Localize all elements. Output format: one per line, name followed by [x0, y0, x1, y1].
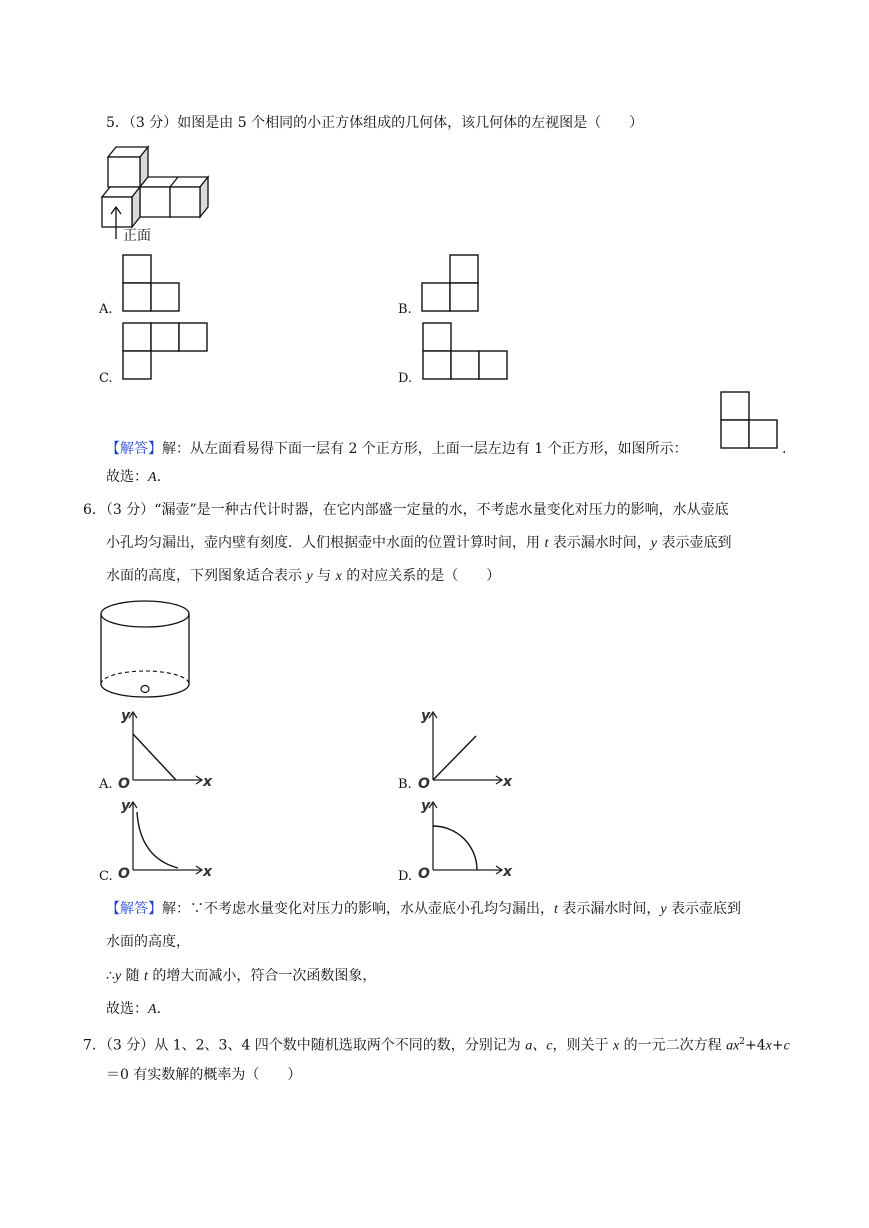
q6-choose-letter: A	[148, 1002, 157, 1017]
q5-choose-letter: A	[148, 470, 157, 485]
q5-option-c-figure	[122, 322, 210, 382]
q6-choose-prefix: 故选：	[106, 1001, 148, 1017]
q6-line2-b: 表示漏水时间，	[548, 535, 651, 551]
q6-stem-line1	[83, 500, 729, 520]
q6-b-axis-x: x	[503, 774, 513, 790]
q5-choose-end: .	[156, 469, 162, 485]
q7-line1-b: ，则关于	[552, 1037, 613, 1054]
q5-answer-figure	[720, 391, 780, 451]
q6-d-origin: O	[418, 866, 430, 882]
q6-c-axis-y: y	[121, 798, 131, 814]
q6-ans1-b: 表示漏水时间，	[557, 901, 661, 917]
q6-answer-tag: 【解答】	[106, 901, 162, 917]
q5-stem-line	[106, 113, 643, 133]
q7-line1-c: 的一元二次方程	[619, 1037, 727, 1054]
q6-c-origin: O	[118, 866, 130, 882]
q6-option-c-label[interactable]: C.	[99, 869, 113, 884]
q6-answer-line2: 水面的高度，	[106, 934, 190, 950]
q6-ans1-y: y	[660, 902, 667, 917]
q6-answer-line1	[106, 899, 741, 920]
q6-d-axis-x: x	[503, 864, 513, 880]
q6-answer-line3	[106, 966, 376, 987]
q5-number: 5．	[106, 115, 129, 131]
q5-option-d-label[interactable]: D.	[398, 371, 413, 386]
q6-d-axis-y: y	[421, 798, 431, 814]
q6-option-b-label[interactable]: B.	[398, 777, 412, 792]
q7-stem-line1	[83, 1032, 790, 1057]
q6-ans3-t: t	[144, 969, 148, 984]
q7-eq-c: +	[771, 1037, 784, 1054]
q7-eq-x: x	[765, 1038, 772, 1054]
q6-ans3-c: 的增大而减小，符合一次函数图象，	[147, 968, 377, 984]
q5-answer-text: 解：从左面看易得下面一层有 2 个正方形，上面一层左边有 1 个正方形，如图所示：	[162, 441, 688, 457]
q5-answer-tag: 【解答】	[106, 441, 162, 457]
q6-b-origin: O	[418, 776, 430, 792]
q7-number: 7．	[83, 1037, 106, 1054]
q6-line3-a: 水面的高度，下列图象适合表示	[106, 568, 307, 584]
q6-cylinder-figure	[98, 598, 194, 702]
q7-score: （3 分）	[105, 1037, 155, 1054]
q6-option-d-label[interactable]: D.	[398, 869, 413, 884]
q6-number: 6．	[83, 502, 106, 518]
q6-option-a-graph	[118, 708, 213, 790]
q7-line1-x: x	[612, 1038, 620, 1054]
q6-a-axis-y: y	[121, 708, 131, 724]
q5-answer-end: .	[782, 441, 787, 457]
q5-option-d-figure	[422, 322, 512, 382]
q6-choose-end: .	[156, 1001, 162, 1017]
q6-line3-c: 的对应关系的是（ ）	[341, 568, 501, 584]
q7-stem-line2: ＝0 有实数解的概率为（ ）	[106, 1067, 302, 1083]
q6-stem-line3	[106, 566, 500, 587]
q6-option-d-graph	[418, 798, 513, 880]
q6-option-c-graph	[118, 798, 213, 880]
q6-line3-x: x	[335, 569, 342, 584]
q7-line1-ac: a、c	[525, 1038, 553, 1054]
q6-a-axis-x: x	[203, 774, 213, 790]
q6-line2-y: y	[650, 536, 658, 551]
q5-option-c-label[interactable]: C.	[99, 371, 113, 386]
q6-option-b-graph	[418, 708, 513, 790]
q7-eq-a: ax	[726, 1038, 740, 1054]
q6-ans3-y: y	[114, 969, 122, 984]
q6-score: （3 分）	[105, 502, 155, 518]
q7-eq-cc: c	[783, 1038, 790, 1054]
q5-option-a-figure	[122, 254, 182, 314]
q5-option-a-label[interactable]: A.	[99, 302, 113, 317]
q6-line3-y: y	[306, 569, 313, 584]
q6-ans3-a: ∴	[106, 968, 115, 984]
q5-choose-prefix: 故选：	[106, 469, 148, 485]
q5-stem: 如图是由 5 个相同的小正方体组成的几何体，该几何体的左视图是（ ）	[177, 115, 644, 131]
q6-ans1-t: t	[554, 902, 558, 917]
q7-eq-b: +4	[745, 1037, 766, 1054]
q6-line3-b: 与	[312, 568, 336, 584]
q5-answer-line	[106, 439, 688, 459]
q6-line2-a: 小孔均匀漏出，壶内壁有刻度．人们根据壶中水面的位置计算时间，用	[106, 535, 545, 551]
q5-front-label: 正面	[123, 228, 151, 244]
q6-line2-c: 表示壶底到	[657, 535, 732, 551]
q5-choose-line	[106, 467, 161, 488]
q6-option-a-label[interactable]: A.	[99, 777, 113, 792]
q6-choose-line	[106, 999, 161, 1020]
q6-line2-t: t	[544, 536, 549, 551]
q5-option-b-figure	[421, 254, 481, 314]
q6-b-axis-y: y	[421, 708, 431, 724]
q6-ans3-b: 随	[121, 968, 145, 984]
q6-line1: “漏壶”是一种古代计时器，在它内部盛一定量的水，不考虑水量变化对压力的影响，水从壶底	[154, 502, 729, 518]
q6-ans1-c: 表示壶底到	[666, 901, 742, 917]
q5-cube-figure	[98, 145, 213, 245]
q6-a-origin: O	[118, 776, 130, 792]
q7-eq-sup: 2	[739, 1037, 746, 1047]
q5-option-b-label[interactable]: B.	[398, 302, 412, 317]
q6-c-axis-x: x	[203, 864, 213, 880]
q7-line1-a: 从 1、2、3、4 四个数中随机选取两个不同的数，分别记为	[154, 1037, 526, 1054]
q6-ans1-a: 解：∵不考虑水量变化对压力的影响，水从壶底小孔均匀漏出，	[162, 901, 554, 917]
q6-stem-line2	[106, 533, 731, 554]
q5-score: （3 分）	[128, 115, 178, 131]
